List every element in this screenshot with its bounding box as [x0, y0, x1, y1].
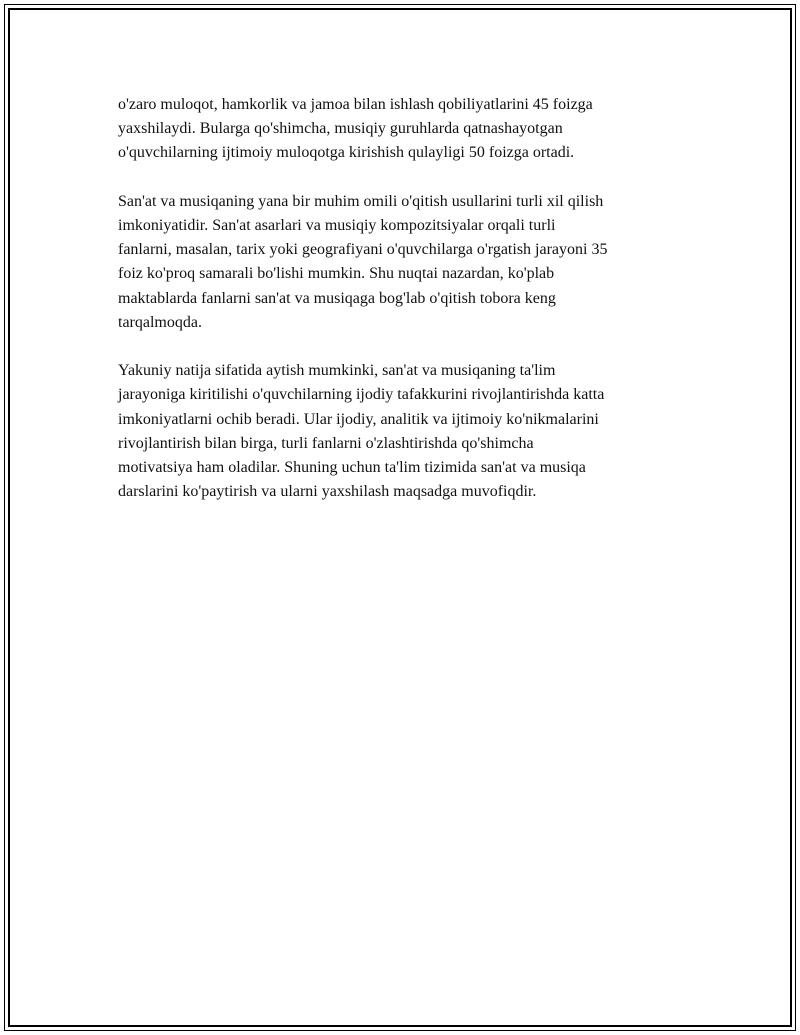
text-line: o'quvchilarning ijtimoiy muloqotga kirishish qulayligi 50 foizga ortadi.: [118, 144, 575, 162]
text-line: o'zaro muloqot, hamkorlik va jamoa bilan ishlash qobiliyatlarini 45 foizga: [118, 96, 593, 113]
text-line: motivatsiya ham oladilar. Shuning uchun ta'lim tizimida san'at va musiqa: [118, 459, 586, 477]
text-line: foiz ko'proq samarali bo'lishi mumkin. Shu nuqtai nazardan, ko'plab: [118, 265, 555, 283]
text-line: imkoniyatidir. San'at asarlari va musiqiy kompozitsiyalar orqali turli: [118, 217, 556, 234]
paragraph-2: [118, 190, 698, 335]
text-line: darslarini ko'paytirish va ularni yaxshilash maqsadga muvofiqdir.: [118, 483, 537, 501]
paragraph-3: [118, 359, 698, 504]
document-body: [118, 93, 698, 529]
text-line: maktablarda fanlarni san'at va musiqaga bog'lab o'qitish tobora keng: [118, 289, 556, 307]
text-line: tarqalmoqda.: [118, 313, 202, 331]
text-line: Yakuniy natija sifatida aytish mumkinki, san'at va musiqaning ta'lim: [118, 362, 556, 380]
text-line: fanlarni, masalan, tarix yoki geografiyani o'quvchilarga o'rgatish jarayoni 35: [118, 241, 608, 259]
text-line: rivojlantirish bilan birga, turli fanlarni o'zlashtirishda qo'shimcha: [118, 434, 534, 452]
text-line: jarayoniga kiritilishi o'quvchilarning ijodiy tafakkurini rivojlantirishda katta: [118, 386, 605, 404]
paragraph-1: [118, 93, 698, 166]
text-line: yaxshilaydi. Bularga qo'shimcha, musiqiy guruhlarda qatnashayotgan: [118, 120, 563, 138]
text-line: San'at va musiqaning yana bir muhim omili o'qitish usullarini turli xil qilish: [118, 192, 604, 210]
text-line: imkoniyatlarni ochib beradi. Ular ijodiy, analitik va ijtimoiy ko'nikmalarini: [118, 410, 599, 428]
